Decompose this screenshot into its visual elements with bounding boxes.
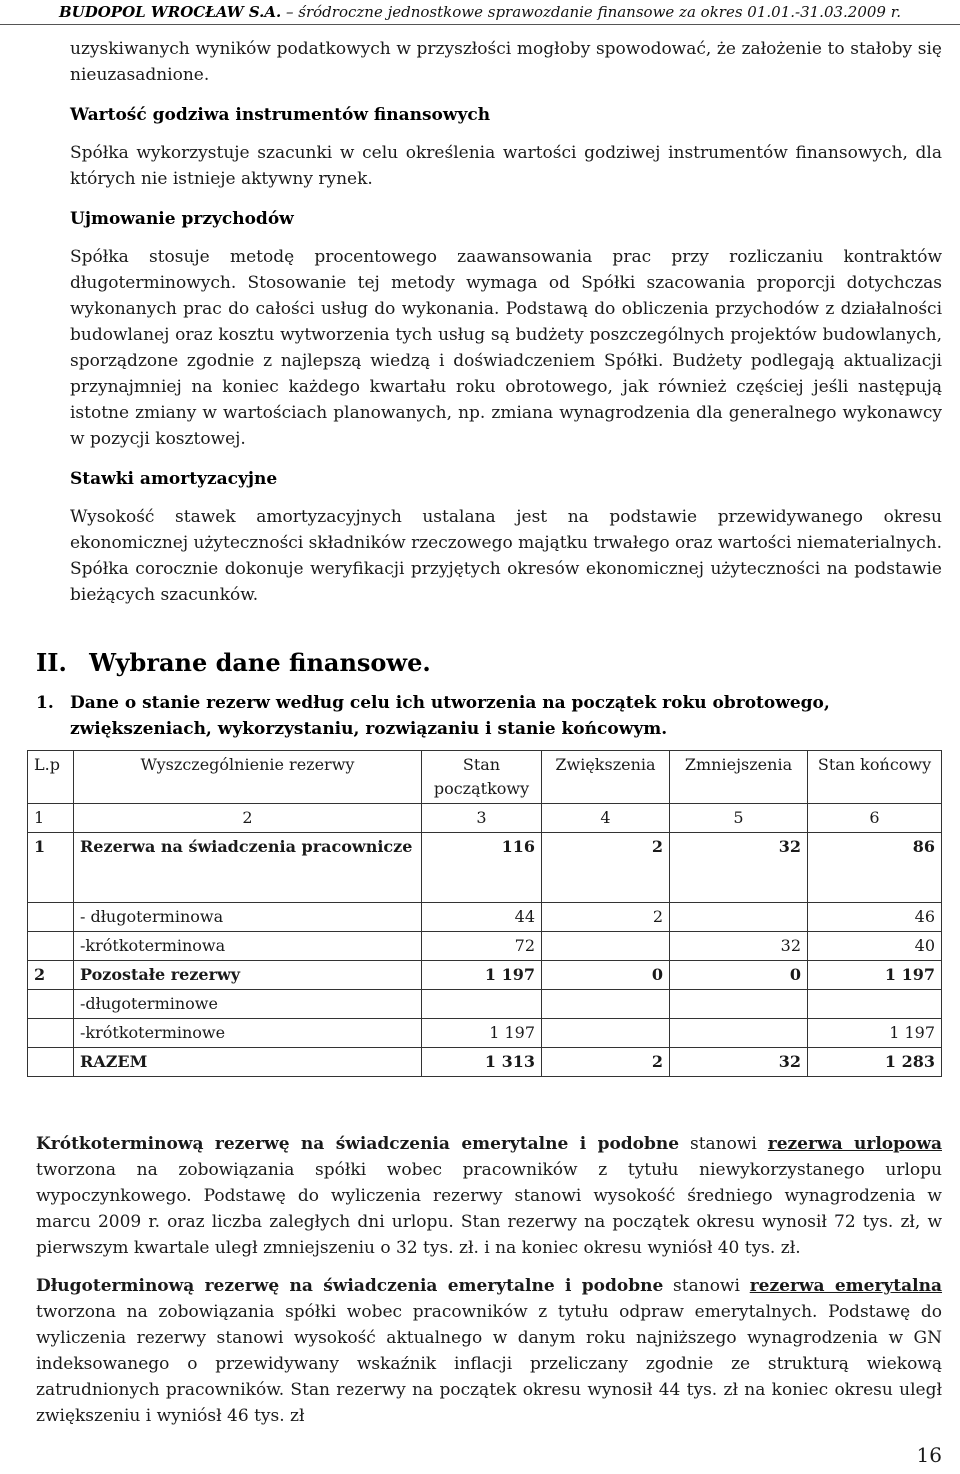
row-increase xyxy=(542,990,670,1019)
row-end: 1 197 xyxy=(808,961,942,990)
row-start: 1 313 xyxy=(422,1048,542,1077)
depreciation-paragraph: Wysokość stawek amortyzacyjnych ustalana jest na podstawie przewidywanego okresu ekonomicznej użyteczności składników rzeczowego majątku trwałego oraz wartości niematerialnych. Spółka corocznie dokonuje weryfikacji przyjętych okresów ekonomicznej użyteczności na podstawie bieżących szacunków. xyxy=(70,507,942,605)
index-cell: 5 xyxy=(670,804,808,833)
index-cell: 3 xyxy=(422,804,542,833)
section-ii-text: Wybrane dane finansowe. xyxy=(89,648,431,677)
row-start: 1 197 xyxy=(422,1019,542,1048)
row-end: 1 197 xyxy=(808,1019,942,1048)
index-cell: 1 xyxy=(28,804,74,833)
short-term-paragraph xyxy=(36,1131,942,1261)
table-row xyxy=(28,1048,942,1077)
row-end: 86 xyxy=(808,833,942,903)
table-header-row xyxy=(28,751,942,804)
row-lp xyxy=(28,903,74,932)
reserves-table xyxy=(27,750,942,1077)
index-cell: 2 xyxy=(74,804,422,833)
index-cell: 6 xyxy=(808,804,942,833)
intro-paragraph: uzyskiwanych wyników podatkowych w przyszłości mogłoby spowodować, że założenie to stałoby się nieuzasadnione. xyxy=(70,39,942,85)
table-index-row xyxy=(28,804,942,833)
row-decrease: 32 xyxy=(670,833,808,903)
row-decrease: 0 xyxy=(670,961,808,990)
row-lp xyxy=(28,1019,74,1048)
table-row xyxy=(28,961,942,990)
row-start: 116 xyxy=(422,833,542,903)
header-cell-increase: Zwiększenia xyxy=(542,751,670,804)
row-increase: 2 xyxy=(542,903,670,932)
subsection-1-title xyxy=(36,690,942,742)
row-start: 1 197 xyxy=(422,961,542,990)
short-term-mid: stanowi xyxy=(679,1134,768,1154)
row-name: -długoterminowe xyxy=(74,990,422,1019)
row-decrease: 32 xyxy=(670,932,808,961)
row-lp xyxy=(28,990,74,1019)
section-ii xyxy=(36,648,942,742)
row-decrease xyxy=(670,903,808,932)
short-term-text: tworzona na zobowiązania spółki wobec pracowników z tytułu niewykorzystanego urlopu wypoczynkowego. Podstawę do wyliczenia rezerwy stanowi wysokość średniego wynagrodzenia w marcu 2009 r. oraz liczba zaległych dni urlopu. Stan rezerwy na początek okresu wynosił 72 tys. zł, w pierwszym kwartale uległ zmniejszeniu o 32 tys. zł. i na koniec okresu wyniósł 40 tys. zł. xyxy=(36,1160,942,1258)
header-subtitle: śródroczne jednostkowe sprawozdanie finansowe za okres 01.01.-31.03.2009 r. xyxy=(298,3,902,21)
long-term-lead: Długoterminową rezerwę na świadczenia emerytalne i podobne xyxy=(36,1276,664,1296)
short-term-underlined: rezerwa urlopowa xyxy=(767,1134,942,1154)
row-name: - długoterminowa xyxy=(74,903,422,932)
row-name: -krótkoterminowe xyxy=(74,1019,422,1048)
row-end xyxy=(808,990,942,1019)
row-decrease: 32 xyxy=(670,1048,808,1077)
row-name: -krótkoterminowa xyxy=(74,932,422,961)
row-end: 46 xyxy=(808,903,942,932)
row-lp: 1 xyxy=(28,833,74,903)
long-term-text: tworzona na zobowiązania spółki wobec pracowników z tytułu odpraw emerytalnych. Podstawę do wyliczenia rezerwy stanowi wysokość aktualnego w danym roku najniższego wynagrodzenia w GN indeksowanego o przewidywany wskaźnik inflacji przeliczany zgodnie ze strukturą wiekową zatrudnionych pracowników. Stan rezerwy na początek okresu wynosił 44 tys. zł na koniec okresu uległ zwiększeniu i wyniósł 46 tys. zł xyxy=(36,1302,942,1426)
page-header xyxy=(0,0,960,25)
main-content xyxy=(70,36,942,608)
table-row xyxy=(28,932,942,961)
row-increase: 0 xyxy=(542,961,670,990)
row-increase: 2 xyxy=(542,1048,670,1077)
header-cell-name: Wyszczególnienie rezerwy xyxy=(74,751,422,804)
depreciation-heading: Stawki amortyzacyjne xyxy=(70,469,278,489)
row-increase xyxy=(542,932,670,961)
row-name: Rezerwa na świadczenia pracownicze xyxy=(74,833,422,903)
index-cell: 4 xyxy=(542,804,670,833)
row-end: 1 283 xyxy=(808,1048,942,1077)
fair-value-heading: Wartość godziwa instrumentów finansowych xyxy=(70,105,491,125)
row-name: Pozostałe rezerwy xyxy=(74,961,422,990)
page-number: 16 xyxy=(916,1443,942,1467)
long-term-underlined: rezerwa emerytalna xyxy=(749,1276,943,1296)
row-start: 44 xyxy=(422,903,542,932)
revenue-paragraph: Spółka stosuje metodę procentowego zaawansowania prac przy rozliczaniu kontraktów długoterminowych. Stosowanie tej metody wymaga od Spółki szacowania proporcji dotychczas wykonanych prac do całości usług do wykonania. Podstawą do obliczenia przychodów z działalności budowlanej oraz kosztu wytworzenia tych usług są budżety poszczególnych projektów budowlanych, sporządzone zgodnie z najlepszą wiedzą i doświadczeniem Spółki. Budżety podlegają aktualizacji przynajmniej na koniec każdego kwartału roku obrotowego, jak również częściej jeśli następują istotne zmiany w wartościach planowanych, np. zmiana wynagrodzenia dla generalnego wykonawcy w pozycji kosztowej. xyxy=(70,247,942,449)
long-term-mid: stanowi xyxy=(663,1276,750,1296)
row-lp xyxy=(28,1048,74,1077)
row-end: 40 xyxy=(808,932,942,961)
header-company: BUDOPOL WROCŁAW S.A. xyxy=(58,3,282,21)
subsection-1-text: Dane o stanie rezerw według celu ich utworzenia na początek roku obrotowego, zwiększeniach, wykorzystaniu, rozwiązaniu i stanie końcowym. xyxy=(70,693,830,739)
header-cell-lp: L.p xyxy=(28,751,74,804)
short-term-section xyxy=(36,1131,942,1429)
table-row xyxy=(28,903,942,932)
reserves-table-wrap xyxy=(27,750,942,1077)
row-lp: 2 xyxy=(28,961,74,990)
row-decrease xyxy=(670,1019,808,1048)
section-ii-numeral: II. xyxy=(36,648,67,677)
row-name: RAZEM xyxy=(74,1048,422,1077)
header-cell-start: Stan początkowy xyxy=(422,751,542,804)
row-increase xyxy=(542,1019,670,1048)
row-decrease xyxy=(670,990,808,1019)
fair-value-paragraph: Spółka wykorzystuje szacunki w celu określenia wartości godziwej instrumentów finansowych, dla których nie istnieje aktywny rynek. xyxy=(70,143,942,189)
row-start: 72 xyxy=(422,932,542,961)
table-row xyxy=(28,990,942,1019)
long-term-paragraph xyxy=(36,1273,942,1429)
table-row xyxy=(28,833,942,903)
table-row xyxy=(28,1019,942,1048)
section-ii-title xyxy=(36,648,942,678)
short-term-lead: Krótkoterminową rezerwę na świadczenia emerytalne i podobne xyxy=(36,1134,680,1154)
row-lp xyxy=(28,932,74,961)
header-cell-decrease: Zmniejszenia xyxy=(670,751,808,804)
revenue-heading: Ujmowanie przychodów xyxy=(70,209,294,229)
row-start xyxy=(422,990,542,1019)
row-increase: 2 xyxy=(542,833,670,903)
header-separator: – xyxy=(281,3,299,21)
subsection-1-number: 1. xyxy=(36,693,54,713)
header-cell-end: Stan końcowy xyxy=(808,751,942,804)
